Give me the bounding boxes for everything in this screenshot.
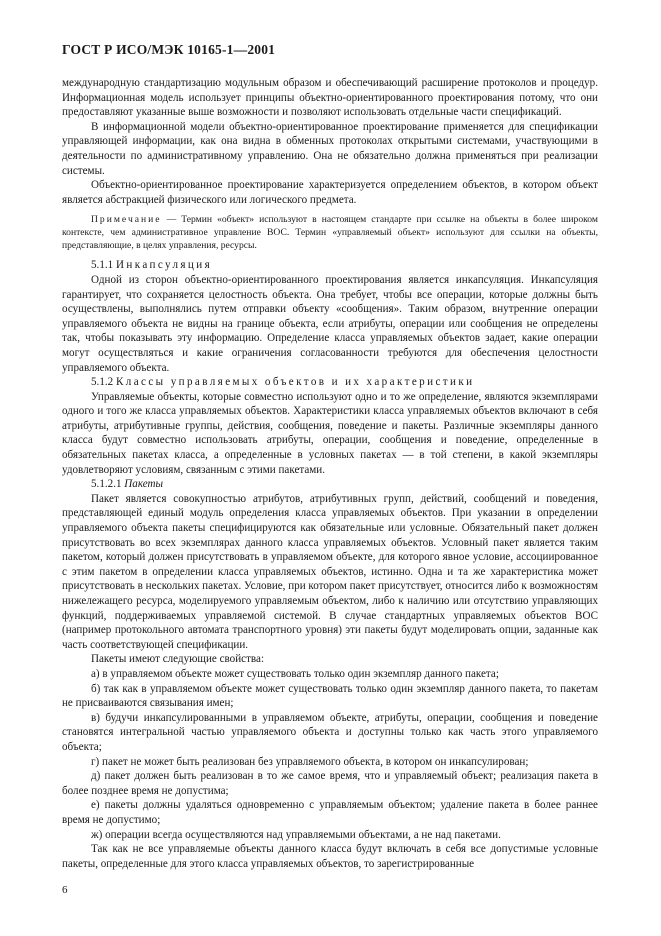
section-number: 5.1.2 [91,376,114,389]
section-number: 5.1.2.1 [91,478,122,491]
section-heading-5-1-1 [62,258,598,273]
section-number: 5.1.1 [91,259,114,272]
list-item: а) в управляемом объекте может существовать только один экземпляр данного пакета; [91,667,499,680]
paragraph: Так как не все управляемые объекты данного класса будут включать в себя все допустимые условные пакеты, определенные для этого класса управляемых объектов, то зарегистрированные [62,843,598,870]
list-item: е) пакеты должны удаляться одновременно с управляемым объектом; удаление пакета в более раннее время не допустимо; [62,799,598,826]
paragraph: Управляемые объекты, которые совместно используют одно и то же определение, являются экземплярами одного и того же класса управляемых объектов. Характеристики класса управляемых объектов включают в себя атрибуты, атрибутивные группы, действия, сообщения, поведение и пакеты. Различные экземпляры данного класса будут совместно использовать атрибуты, операции, сообщения и поведение, определенные в обязательных пакетах класса, а определенные в условных пакетах — в той степени, в какой экземпляры удовлетворяют условиям, связанным с этими пакетами. [62,390,598,476]
paragraph: В информационной модели объектно-ориентированное проектирование применяется для спецификации управляющей информации, как она видна в обменных протоколах открытыми системами, участвующими в деятельности по административному управлению. Она не обязательно должна применяться при реализации системы. [62,120,598,177]
list-item: в) будучи инкапсулированными в управляемом объекте, атрибуты, операции, сообщения и поведение становятся интегральной частью управляемого объекта и доступны только как часть этого управляемого объекта; [62,711,598,753]
section-heading-5-1-2-1 [62,477,598,492]
section-heading-5-1-2 [62,375,598,390]
note-label: Примечание [91,214,162,226]
page-number: 6 [62,884,68,896]
section-title: Пакеты [124,478,164,491]
section-title: Классы управляемых объектов и их характеристики [115,376,475,389]
standard-header: ГОСТ Р ИСО/МЭК 10165-1—2001 [62,42,276,57]
note-text: — Термин «объект» используют в настоящем стандарте при ссылке на объекты в более широком контексте, чем административное управление ВОС. Термин «управляемый объект» используют для ссылки на объекты, представляющие, в целях управления, ресурсы. [62,214,598,252]
list-item: б) так как в управляемом объекте может существовать только один экземпляр данного пакета, то пакетам не присваиваются связывания имен; [62,682,598,710]
list-item: д) пакет должен быть реализован в то же самое время, что и управляемый объект; реализация пакета в более позднее время не допустима; [62,770,598,797]
list-item: ж) операции всегда осуществляются над управляемыми объектами, а не над пакетами. [91,828,501,841]
list-item: г) пакет не может быть реализован без управляемого объекта, в котором он инкапсулирован; [91,755,529,768]
paragraph: международную стандартизацию модульным образом и обеспечивающий расширение протоколов и процедур. Информационная модель использует принципы объектно-ориентированного проектирования потому, что они предоставляют указанные выше возможности и позволяют использовать отдельные части спецификаций. [62,77,598,119]
paragraph: Объектно-ориентированное проектирование характеризуется определением объектов, в котором объект является абстракцией физического или логического предмета. [62,179,598,206]
paragraph: Пакеты имеют следующие свойства: [91,653,265,666]
paragraph: Одной из сторон объектно-ориентированного проектирования является инкапсуляция. Инкапсуляция гарантирует, что сохраняется целостность объекта. Она требует, чтобы все операции, которые должны быть осуществлены, выполнялись путем отправки объекту «сообщения». Таким образом, внутренние операции управляемого объекта не видны на границе объекта, если атрибуты, операции или сообщения не определены так, чтобы показывать эту информацию. Определение класса управляемых объектов задает, какие операции могут осуществляться и какие ограничения согласованности требуются для обеспечения целостности управляемого объекта. [62,273,598,374]
note [62,213,598,252]
section-title: Инкапсуляция [115,259,213,272]
document-body [62,76,598,871]
paragraph: Пакет является совокупностью атрибутов, атрибутивных групп, действий, сообщений и поведения, представляющей единый модуль определения класса управляемых объектов. При указании в определении управляемого объекта пакеты специфицируются как обязательные или условные. Обязательный пакет должен присутствовать во всех экземплярах данного класса управляемых объектов. Условный пакет является таким пакетом, который должен присутствовать в управляемом объекте, для которого явное условие, ассоциированное с этим пакетом в определении класса управляемых объектов, истинно. Одна и та же характеристика может присутствовать в нескольких пакетах. Условие, при котором пакет присутствует, относится либо к возможностям нижележащего ресурса, моделируемого управляемым объектом, либо к наличию или отсутствию управляющих функций, поддерживаемых управляемой системой. В случае стандартных управляемых объектов ВОС (например протокольного автомата транспортного уровня) эти пакеты будут моделировать опции, заданные как часть соответствующей спецификации. [62,492,598,651]
